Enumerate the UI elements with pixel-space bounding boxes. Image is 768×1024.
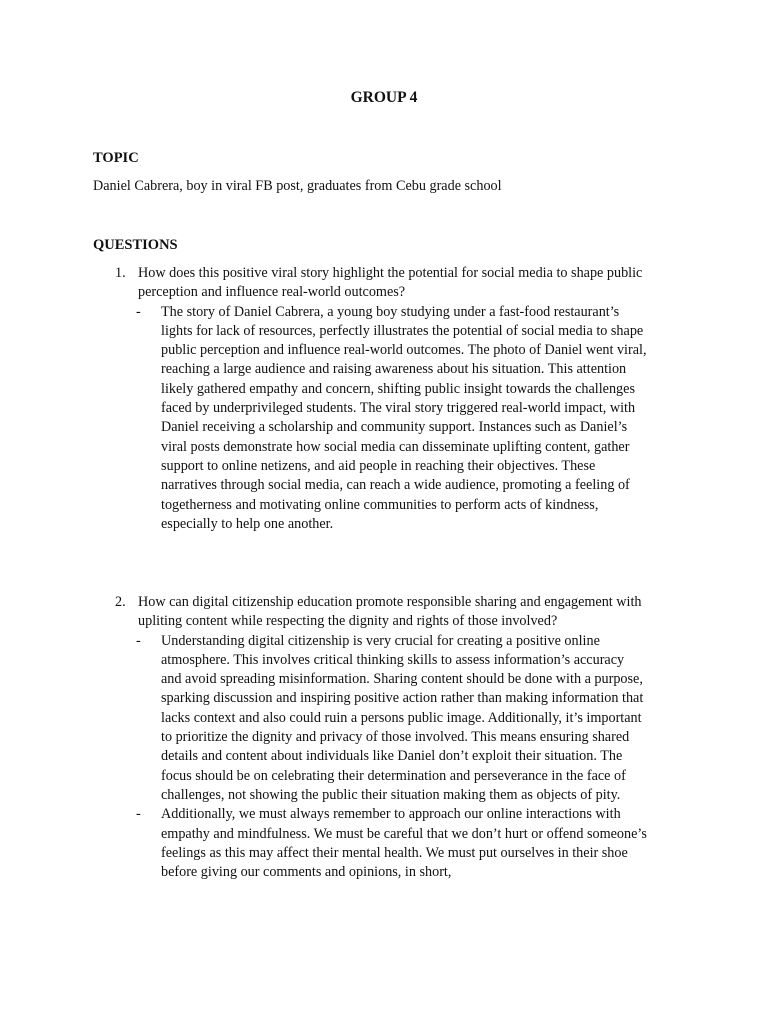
question-1 <box>115 264 675 534</box>
answer-item <box>136 632 647 806</box>
question-2 <box>115 593 675 882</box>
answer-text: Additionally, we must always remember to approach our online interactions with empathy and mindfulness. We must be careful that we don’t hurt or offend someone’s feelings as this may affect their mental health. We must put ourselves in their shoe before giving our comments and opinions, in short, <box>161 806 647 881</box>
answer-text: The story of Daniel Cabrera, a young boy studying under a fast-food restaurant’s lights for lack of resources, perfectly illustrates the potential of social media to shape public perception and influence real-world outcomes. The photo of Daniel went viral, reaching a large audience and raising awareness about his situation. This attention likely gathered empathy and concern, shifting public insight towards the challenges faced by underprivileged students. The viral story triggered real-world impact, with Daniel receiving a scholarship and community support. Instances such as Daniel’s viral posts demonstrate how social media can disseminate uplifting content, gather support to online netizens, and aid people in reaching their objectives. These narratives through social media, can reach a wide audience, promoting a feeling of togetherness and motivating online communities to perform acts of kindness, especially to help one another. <box>161 303 647 532</box>
question-number: 1. <box>115 265 126 281</box>
topic-heading: TOPIC <box>93 150 139 166</box>
question-number: 2. <box>115 594 126 610</box>
question-text: How can digital citizenship education promote responsible sharing and engagement with upliting content while respecting the dignity and rights of those involved? <box>138 594 642 630</box>
topic-text: Daniel Cabrera, boy in viral FB post, graduates from Cebu grade school <box>93 178 502 194</box>
answer-bullet: - <box>136 806 141 823</box>
answer-bullet: - <box>136 303 141 320</box>
questions-heading: QUESTIONS <box>93 237 178 253</box>
answer-item <box>136 303 647 535</box>
answer-text: Understanding digital citizenship is very crucial for creating a positive online atmosphere. This involves critical thinking skills to assess information’s accuracy and avoid spreading misinformation. Sharing content should be done with a purpose, sparking discussion and inspiring positive action rather than making information that lacks context and also could ruin a persons public image. Additionally, it’s important to prioritize the dignity and privacy of those involved. This means ensuring shared details and content about individuals like Daniel don’t exploit their situation. The focus should be on celebrating their determination and perseverance in the face of challenges, not showing the public their situation making them as objects of pity. <box>161 632 644 803</box>
answer-bullet: - <box>136 632 141 649</box>
document-title: GROUP 4 <box>350 89 418 106</box>
answer-item <box>136 805 647 882</box>
question-text: How does this positive viral story highlight the potential for social media to shape public perception and influence real-world outcomes? <box>138 265 643 301</box>
